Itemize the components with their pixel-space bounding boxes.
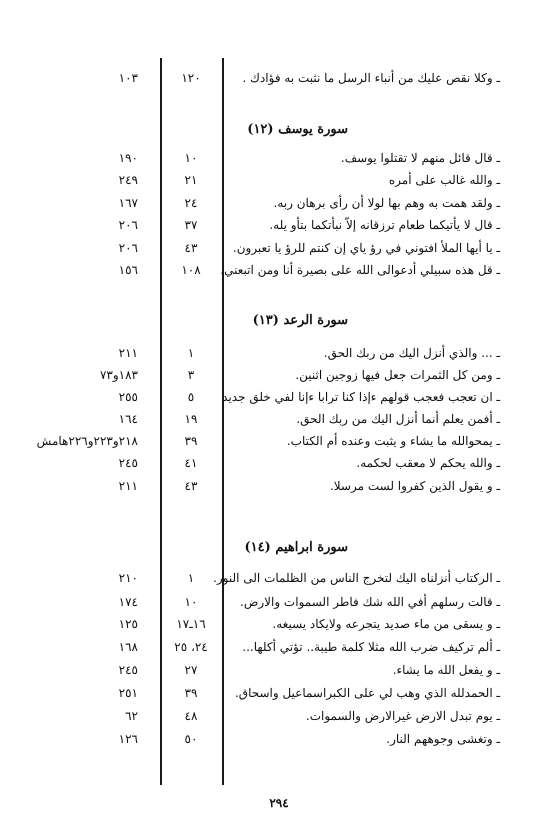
verse-text: ـ ... والذي أنزل اليك من ربك الحق. xyxy=(323,346,500,360)
verse-text: ـ الحمدلله الذي وهب لي على الكبراسماعيل واسحاق. xyxy=(234,686,500,700)
verse-text: ـ قالت رسلهم أفي الله شك فاطر السموات والارض. xyxy=(240,595,500,609)
index-entry xyxy=(0,659,558,681)
index-entry xyxy=(0,567,558,589)
verse-text: ـ يا أيها الملأ افتوني في رؤ ياي إن كنتم للرؤ يا تعبرون. xyxy=(232,241,500,255)
index-entry xyxy=(0,169,558,191)
verse-number: ٢٤ xyxy=(184,196,198,210)
verse-number: ٢٤، ٢٥ xyxy=(174,640,208,654)
verse-number: ٥ xyxy=(187,390,195,404)
page-number: ٢٩٤ xyxy=(269,796,289,810)
verse-text: ـ و يسقى من ماء صديد يتجرعه ولايكاد يسيغه. xyxy=(272,617,500,631)
page-reference: ٢٤٩ xyxy=(118,173,138,187)
verse-text: ـ ان تعجب فعجب قولهم ءإذا كنا ترابا ءإنا لفي خلق جديد xyxy=(222,390,500,404)
page-reference: ١٦٤ xyxy=(118,412,138,426)
page-reference: ١٩٠ xyxy=(118,151,138,165)
verse-number: ٣ xyxy=(187,368,195,382)
verse-text: ـ يمحوالله ما يشاء و يثبت وعنده أم الكتاب. xyxy=(286,434,500,448)
index-entry xyxy=(0,67,558,89)
page-reference: ٢٠٦ xyxy=(118,241,138,255)
index-entry xyxy=(0,237,558,259)
index-entry xyxy=(0,452,558,474)
page-reference: ٢٤٥ xyxy=(118,456,138,470)
page-reference: ١٦٧ xyxy=(118,196,138,210)
page-reference: ٢١٠ xyxy=(118,571,138,585)
page-reference: ١٢٥ xyxy=(118,617,138,631)
verse-number: ٢٧ xyxy=(184,663,198,677)
page-reference: ١٧٤ xyxy=(118,595,138,609)
verse-text: ـ الركتاب أنزلناه اليك لتخرج الناس من الظلمات الى النور. xyxy=(213,571,500,585)
verse-number: ١٢٠ xyxy=(181,71,201,85)
verse-text: ـ قال لا يأتيكما طعام ترزقانه إلاّ نبأتكما بتأو يله. xyxy=(269,218,500,232)
verse-number: ٤١ xyxy=(184,456,198,470)
index-entry xyxy=(0,613,558,635)
index-entry xyxy=(0,386,558,408)
verse-text: ـ وتغشى وجوههم النار. xyxy=(386,732,500,746)
index-entry xyxy=(0,430,558,452)
index-entry xyxy=(0,342,558,364)
surah-heading: سورة الرعد (١٣) xyxy=(252,313,348,328)
page-reference: ٦٢ xyxy=(125,709,138,723)
index-entry xyxy=(0,475,558,497)
verse-text: ـ والله يحكم لا معقب لحكمه. xyxy=(356,456,500,470)
index-entry xyxy=(0,192,558,214)
page-reference: ١٦٨ xyxy=(118,640,138,654)
verse-text: ـ وكلا نقص عليك من أنباء الرسل ما نثبت به فؤادك . xyxy=(242,71,500,85)
verse-number: ٤٣ xyxy=(184,479,198,493)
page-reference: ٢١١ xyxy=(118,346,138,360)
index-entry xyxy=(0,408,558,430)
verse-text: ـ ألم تركيف ضرب الله مثلا كلمة طيبة.. تؤتي أكلها... xyxy=(242,640,500,654)
verse-text: ـ ولقد همت به وهم بها لولا أن رأى برهان ربه. xyxy=(273,196,500,210)
verse-text: ـ ومن كل الثمرات جعل فيها زوجين اثنين. xyxy=(295,368,500,382)
verse-number: ٣٩ xyxy=(184,434,198,448)
verse-number: ١٦ـ١٧ xyxy=(176,617,206,631)
verse-number: ٤٨ xyxy=(184,709,198,723)
index-entry xyxy=(0,364,558,386)
index-entry xyxy=(0,214,558,236)
index-entry xyxy=(0,705,558,727)
verse-number: ١ xyxy=(187,346,195,360)
page-reference: ٢٥١ xyxy=(118,686,138,700)
index-entry xyxy=(0,591,558,613)
surah-heading: سورة ابراهيم (١٤) xyxy=(244,540,348,555)
verse-number: ١٩ xyxy=(184,412,198,426)
index-entry xyxy=(0,728,558,750)
verse-text: ـ قال قائل منهم لا تقتلوا يوسف. xyxy=(340,151,500,165)
verse-number: ١٠ xyxy=(184,595,198,609)
verse-text: ـ و يقول الذين كفروا لست مرسلا. xyxy=(329,479,500,493)
page-reference: ١٥٦ xyxy=(118,263,138,277)
verse-text: ـ و يفعل الله ما يشاء. xyxy=(392,663,500,677)
surah-heading: سورة يوسف (١٢) xyxy=(247,122,348,137)
verse-text: ـ أفمن يعلم أنما أنزل اليك من ربك الحق. xyxy=(296,412,500,426)
page-reference: ١٠٣ xyxy=(118,71,138,85)
verse-number: ٢١ xyxy=(184,173,198,187)
page-reference: ٢١١ xyxy=(118,479,138,493)
verse-number: ١٠٨ xyxy=(181,263,201,277)
index-entry xyxy=(0,147,558,169)
verse-number: ١ xyxy=(187,571,195,585)
verse-text: ـ قل هذه سبيلي أدعوالى الله على بصيرة أنا ومن اتبعني. xyxy=(220,263,500,277)
page-reference: ٢٥٥ xyxy=(118,390,138,404)
page-reference: ٢٤٥ xyxy=(118,663,138,677)
verse-number: ٥٠ xyxy=(184,732,198,746)
index-entry xyxy=(0,636,558,658)
index-entry xyxy=(0,682,558,704)
verse-text: ـ يوم تبدل الارض غيرالارض والسموات. xyxy=(305,709,500,723)
index-entry xyxy=(0,259,558,281)
verse-number: ١٠ xyxy=(184,151,198,165)
page-reference: ٢١٨و٢٢٣و٢٢٦هامش xyxy=(36,434,138,448)
verse-number: ٣٧ xyxy=(184,218,198,232)
verse-number: ٣٩ xyxy=(184,686,198,700)
page-reference: ٢٠٦ xyxy=(118,218,138,232)
page-reference: ١٨٣و٧٣ xyxy=(99,368,138,382)
verse-text: ـ والله غالب على أمره xyxy=(388,173,500,187)
page-reference: ١٢٦ xyxy=(118,732,138,746)
verse-number: ٤٣ xyxy=(184,241,198,255)
